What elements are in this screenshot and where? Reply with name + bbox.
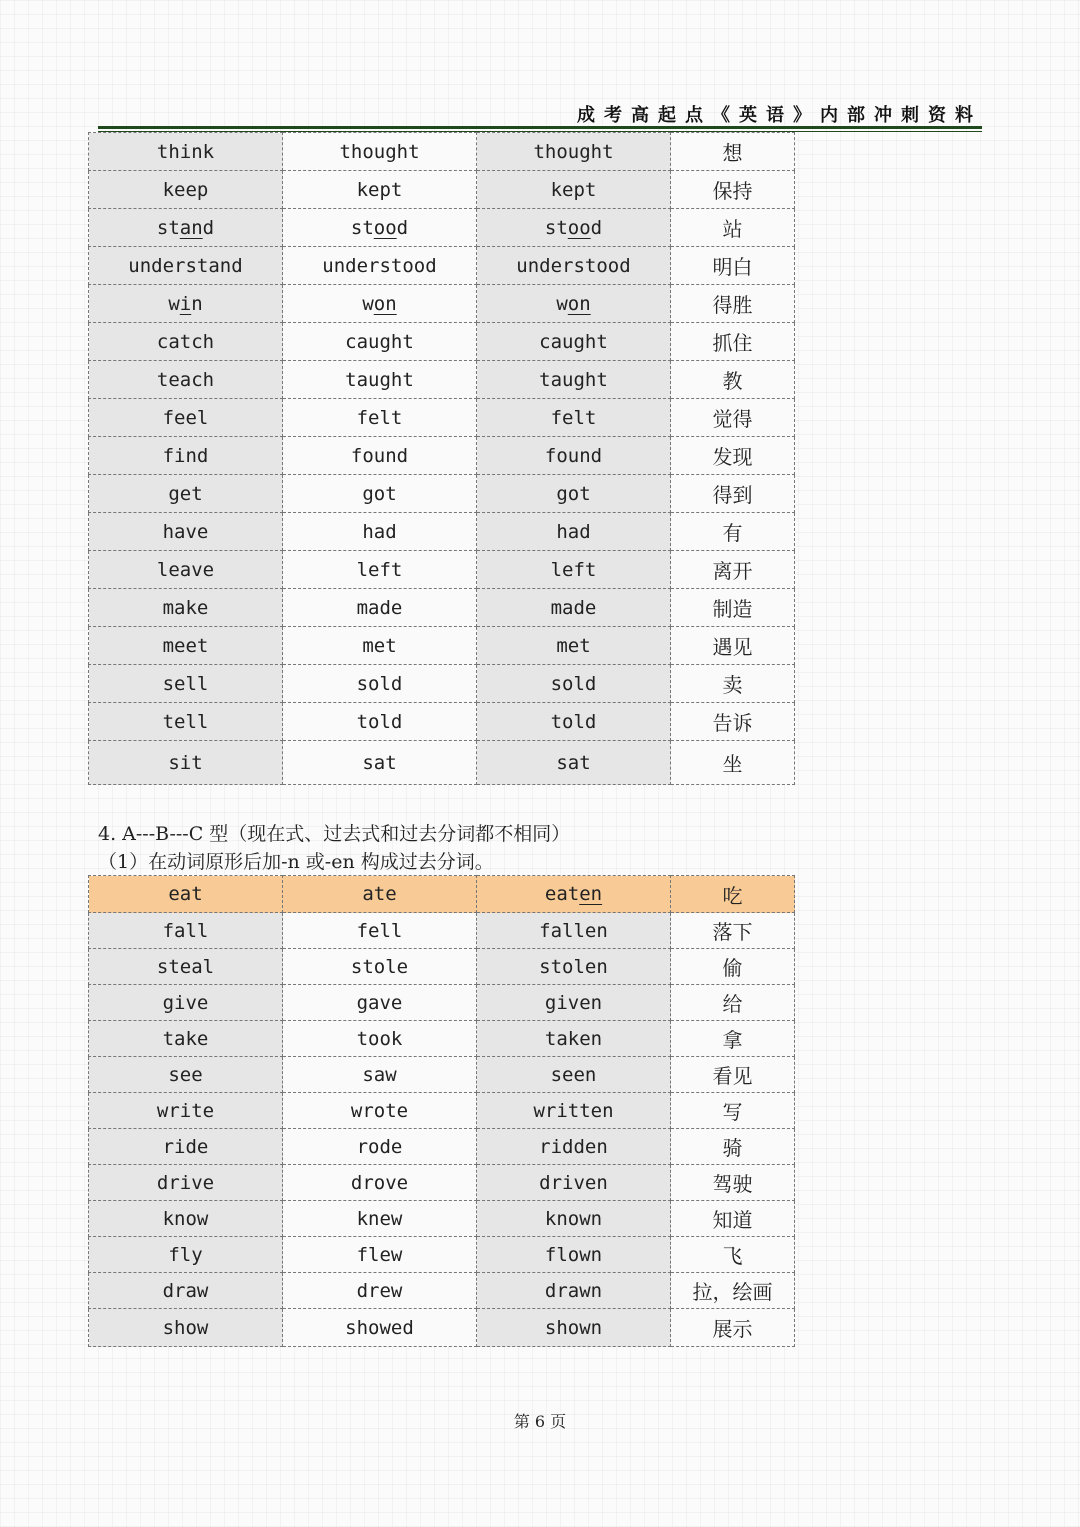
underlined-letters: oo bbox=[373, 216, 397, 239]
meaning-cell: 抓住 bbox=[671, 323, 795, 361]
past-participle-cell: had bbox=[477, 513, 671, 551]
table-row bbox=[89, 1165, 795, 1201]
meaning-cell: 制造 bbox=[671, 589, 795, 627]
section-heading: 4. A---B---C 型（现在式、过去式和过去分词都不相同） bbox=[98, 823, 571, 845]
past-tense-cell: saw bbox=[283, 1057, 477, 1093]
past-tense-cell: taught bbox=[283, 361, 477, 399]
table-row bbox=[89, 1093, 795, 1129]
table-row bbox=[89, 1057, 795, 1093]
page-number: 第 6 页 bbox=[513, 1412, 567, 1431]
base-form-cell: fly bbox=[89, 1237, 283, 1273]
past-tense-cell: got bbox=[283, 475, 477, 513]
base-form-cell: show bbox=[89, 1309, 283, 1347]
base-form-cell: stand bbox=[89, 209, 283, 247]
past-tense-cell: wrote bbox=[283, 1093, 477, 1129]
past-tense-cell: flew bbox=[283, 1237, 477, 1273]
base-form-cell: understand bbox=[89, 247, 283, 285]
past-tense-cell: fell bbox=[283, 913, 477, 949]
past-tense-cell: felt bbox=[283, 399, 477, 437]
base-form-cell: get bbox=[89, 475, 283, 513]
meaning-cell: 拉，绘画 bbox=[671, 1273, 795, 1309]
table-row bbox=[89, 475, 795, 513]
past-tense-cell: gave bbox=[283, 985, 477, 1021]
past-participle-cell: ridden bbox=[477, 1129, 671, 1165]
meaning-cell: 想 bbox=[671, 133, 795, 171]
table-row bbox=[89, 1129, 795, 1165]
base-form-cell: sit bbox=[89, 741, 283, 785]
past-participle-cell: taught bbox=[477, 361, 671, 399]
past-tense-cell: understood bbox=[283, 247, 477, 285]
table-row bbox=[89, 589, 795, 627]
meaning-cell: 拿 bbox=[671, 1021, 795, 1057]
past-participle-cell: left bbox=[477, 551, 671, 589]
base-form-cell: meet bbox=[89, 627, 283, 665]
past-participle-cell: eaten bbox=[477, 876, 671, 913]
verb-table-abb bbox=[88, 132, 795, 785]
meaning-cell: 落下 bbox=[671, 913, 795, 949]
meaning-cell: 保持 bbox=[671, 171, 795, 209]
base-form-cell: give bbox=[89, 985, 283, 1021]
underlined-letters: on bbox=[373, 292, 397, 315]
table-row bbox=[89, 285, 795, 323]
meaning-cell: 卖 bbox=[671, 665, 795, 703]
meaning-cell: 偷 bbox=[671, 949, 795, 985]
base-form-cell: fall bbox=[89, 913, 283, 949]
table-row bbox=[89, 1273, 795, 1309]
meaning-cell: 离开 bbox=[671, 551, 795, 589]
table-row bbox=[89, 247, 795, 285]
base-form-cell: feel bbox=[89, 399, 283, 437]
past-tense-cell: rode bbox=[283, 1129, 477, 1165]
meaning-cell: 告诉 bbox=[671, 703, 795, 741]
table-row bbox=[89, 323, 795, 361]
past-tense-cell: sold bbox=[283, 665, 477, 703]
meaning-cell: 得到 bbox=[671, 475, 795, 513]
past-tense-cell: won bbox=[283, 285, 477, 323]
past-tense-cell: left bbox=[283, 551, 477, 589]
base-form-cell: leave bbox=[89, 551, 283, 589]
past-tense-cell: showed bbox=[283, 1309, 477, 1347]
base-form-cell: catch bbox=[89, 323, 283, 361]
underlined-letters: an bbox=[179, 216, 203, 239]
table-row bbox=[89, 913, 795, 949]
meaning-cell: 站 bbox=[671, 209, 795, 247]
base-form-cell: think bbox=[89, 133, 283, 171]
table-row bbox=[89, 665, 795, 703]
past-participle-cell: felt bbox=[477, 399, 671, 437]
past-participle-cell: written bbox=[477, 1093, 671, 1129]
meaning-cell: 给 bbox=[671, 985, 795, 1021]
table-row bbox=[89, 1201, 795, 1237]
past-tense-cell: caught bbox=[283, 323, 477, 361]
past-participle-cell: told bbox=[477, 703, 671, 741]
past-tense-cell: took bbox=[283, 1021, 477, 1057]
table-row bbox=[89, 551, 795, 589]
table-row bbox=[89, 627, 795, 665]
past-participle-cell: found bbox=[477, 437, 671, 475]
table-row-highlighted bbox=[89, 876, 795, 913]
base-form-cell: draw bbox=[89, 1273, 283, 1309]
past-participle-cell: got bbox=[477, 475, 671, 513]
past-participle-cell: kept bbox=[477, 171, 671, 209]
table-row bbox=[89, 949, 795, 985]
meaning-cell: 驾驶 bbox=[671, 1165, 795, 1201]
past-tense-cell: stole bbox=[283, 949, 477, 985]
table-row bbox=[89, 1309, 795, 1347]
underlined-letters: oo bbox=[567, 216, 591, 239]
past-tense-cell: had bbox=[283, 513, 477, 551]
base-form-cell: find bbox=[89, 437, 283, 475]
meaning-cell: 看见 bbox=[671, 1057, 795, 1093]
table-row bbox=[89, 1021, 795, 1057]
past-participle-cell: flown bbox=[477, 1237, 671, 1273]
past-tense-cell: drew bbox=[283, 1273, 477, 1309]
verb-table-abc bbox=[88, 875, 795, 1347]
past-tense-cell: told bbox=[283, 703, 477, 741]
past-participle-cell: taken bbox=[477, 1021, 671, 1057]
meaning-cell: 骑 bbox=[671, 1129, 795, 1165]
base-form-cell: sell bbox=[89, 665, 283, 703]
meaning-cell: 遇见 bbox=[671, 627, 795, 665]
meaning-cell: 发现 bbox=[671, 437, 795, 475]
past-tense-cell: met bbox=[283, 627, 477, 665]
meaning-cell: 有 bbox=[671, 513, 795, 551]
past-tense-cell: kept bbox=[283, 171, 477, 209]
meaning-cell: 坐 bbox=[671, 741, 795, 785]
meaning-cell: 教 bbox=[671, 361, 795, 399]
table-row bbox=[89, 703, 795, 741]
base-form-cell: write bbox=[89, 1093, 283, 1129]
past-participle-cell: known bbox=[477, 1201, 671, 1237]
past-tense-cell: stood bbox=[283, 209, 477, 247]
past-tense-cell: drove bbox=[283, 1165, 477, 1201]
base-form-cell: make bbox=[89, 589, 283, 627]
base-form-cell: know bbox=[89, 1201, 283, 1237]
meaning-cell: 觉得 bbox=[671, 399, 795, 437]
past-participle-cell: drawn bbox=[477, 1273, 671, 1309]
base-form-cell: eat bbox=[89, 876, 283, 913]
base-form-cell: have bbox=[89, 513, 283, 551]
base-form-cell: drive bbox=[89, 1165, 283, 1201]
table-row bbox=[89, 171, 795, 209]
section-subheading: （1）在动词原形后加-n 或-en 构成过去分词。 bbox=[98, 851, 494, 873]
past-participle-cell: given bbox=[477, 985, 671, 1021]
past-participle-cell: won bbox=[477, 285, 671, 323]
past-tense-cell: ate bbox=[283, 876, 477, 913]
past-participle-cell: driven bbox=[477, 1165, 671, 1201]
past-participle-cell: sold bbox=[477, 665, 671, 703]
base-form-cell: teach bbox=[89, 361, 283, 399]
base-form-cell: see bbox=[89, 1057, 283, 1093]
table-row bbox=[89, 741, 795, 785]
past-tense-cell: sat bbox=[283, 741, 477, 785]
past-tense-cell: made bbox=[283, 589, 477, 627]
past-participle-cell: seen bbox=[477, 1057, 671, 1093]
past-participle-cell: understood bbox=[477, 247, 671, 285]
meaning-cell: 知道 bbox=[671, 1201, 795, 1237]
base-form-cell: win bbox=[89, 285, 283, 323]
past-participle-cell: sat bbox=[477, 741, 671, 785]
past-participle-cell: fallen bbox=[477, 913, 671, 949]
base-form-cell: ride bbox=[89, 1129, 283, 1165]
table-row bbox=[89, 133, 795, 171]
past-tense-cell: knew bbox=[283, 1201, 477, 1237]
past-participle-cell: stood bbox=[477, 209, 671, 247]
past-tense-cell: found bbox=[283, 437, 477, 475]
base-form-cell: steal bbox=[89, 949, 283, 985]
meaning-cell: 吃 bbox=[671, 876, 795, 913]
table-row bbox=[89, 437, 795, 475]
header-rule bbox=[98, 126, 982, 129]
document-header-title: 成考高起点《英语》内部冲刺资料 bbox=[577, 105, 982, 126]
past-participle-cell: stolen bbox=[477, 949, 671, 985]
past-participle-cell: made bbox=[477, 589, 671, 627]
past-participle-cell: shown bbox=[477, 1309, 671, 1347]
table-row bbox=[89, 209, 795, 247]
underlined-letters: i bbox=[179, 292, 192, 315]
meaning-cell: 得胜 bbox=[671, 285, 795, 323]
past-participle-cell: caught bbox=[477, 323, 671, 361]
past-participle-cell: thought bbox=[477, 133, 671, 171]
table-row bbox=[89, 1237, 795, 1273]
table-row bbox=[89, 399, 795, 437]
table-row bbox=[89, 361, 795, 399]
base-form-cell: take bbox=[89, 1021, 283, 1057]
table-row bbox=[89, 513, 795, 551]
base-form-cell: tell bbox=[89, 703, 283, 741]
past-participle-cell: met bbox=[477, 627, 671, 665]
past-tense-cell: thought bbox=[283, 133, 477, 171]
underlined-letters: en bbox=[579, 883, 603, 905]
underlined-letters: on bbox=[567, 292, 591, 315]
table-row bbox=[89, 985, 795, 1021]
meaning-cell: 展示 bbox=[671, 1309, 795, 1347]
meaning-cell: 明白 bbox=[671, 247, 795, 285]
meaning-cell: 飞 bbox=[671, 1237, 795, 1273]
meaning-cell: 写 bbox=[671, 1093, 795, 1129]
base-form-cell: keep bbox=[89, 171, 283, 209]
